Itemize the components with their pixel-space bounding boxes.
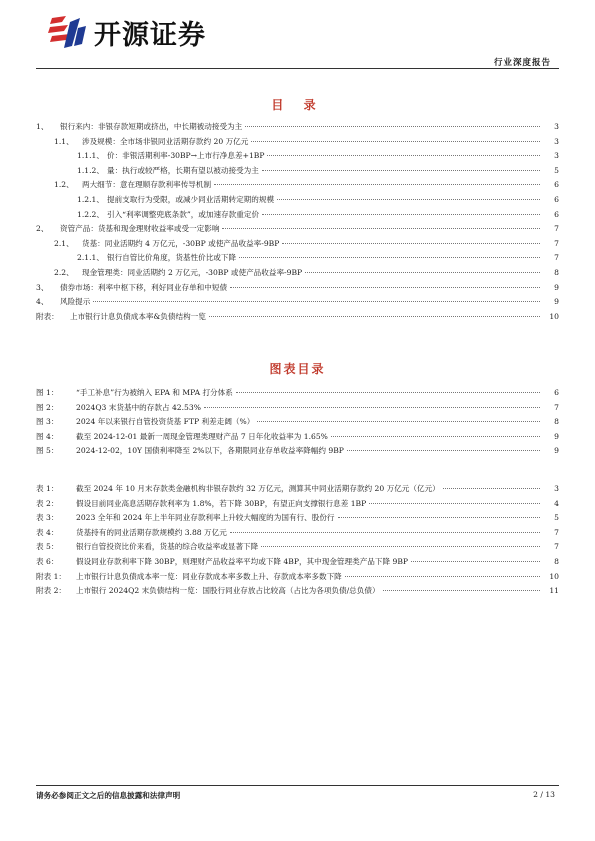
toc-entry-text: 现金管理类：同业活期约 2 万亿元，-30BP 或使产品收益率-9BP	[82, 267, 303, 277]
table-caption: 货基持有的同业活期存款规模约 3.88 万亿元	[76, 527, 227, 537]
toc-entry-number: 1.2.1、	[77, 194, 104, 204]
table-number: 附表 1：	[36, 571, 67, 581]
table-entry[interactable]	[36, 540, 559, 555]
brand-name: 开源证券	[94, 19, 206, 51]
figure-number: 图 3：	[36, 417, 59, 427]
table-entry[interactable]	[36, 570, 559, 585]
figure-page: 9	[554, 446, 559, 456]
toc-entry-text: 债券市场：利率中枢下移，利好同业存单和中短债	[60, 282, 228, 292]
table-entry[interactable]	[36, 584, 559, 599]
toc-entry[interactable]	[36, 193, 559, 208]
leader-dots	[411, 561, 540, 562]
figure-entry[interactable]	[36, 401, 559, 416]
figure-number: 图 1：	[36, 388, 59, 397]
toc-entry-page: 7	[554, 224, 559, 234]
toc-entry[interactable]	[36, 266, 559, 281]
table-page: 5	[554, 513, 559, 523]
leader-dots	[230, 532, 540, 533]
toc-entry-number: 3、	[36, 282, 49, 292]
toc-entry-number: 2.1.1、	[77, 253, 104, 263]
toc-entry[interactable]	[36, 208, 559, 223]
leader-dots	[347, 450, 540, 451]
brand-logo-icon	[48, 14, 88, 50]
toc-entry-number: 附表：	[36, 311, 59, 321]
table-entry[interactable]	[36, 511, 559, 526]
toc-entry[interactable]	[36, 237, 559, 252]
toc-entry-number: 2.1、	[54, 238, 74, 248]
table-entry[interactable]	[36, 497, 559, 512]
leader-dots	[277, 199, 540, 200]
footer-disclaimer: 请务必参阅正文之后的信息披露和法律声明	[36, 791, 181, 800]
table-number: 表 2：	[36, 498, 59, 508]
leader-dots	[305, 272, 540, 273]
toc-entry-page: 3	[554, 122, 559, 131]
toc-entry-page: 3	[554, 151, 559, 161]
toc-entry-page: 7	[554, 253, 559, 263]
leader-dots	[282, 243, 540, 244]
table-caption: 上市银行计息负债成本率一览：同业存款成本率多数上升、存款成本率多数下降	[76, 571, 342, 581]
table-number: 表 4：	[36, 527, 59, 537]
report-type: 行业深度报告	[493, 58, 551, 68]
toc-entry[interactable]	[36, 135, 559, 150]
table-page: 4	[554, 498, 559, 508]
toc-entry-text: 货基：同业活期约 4 万亿元，-30BP 或使产品收益率-9BP	[82, 238, 280, 248]
figure-page: 8	[554, 417, 559, 427]
table-entry[interactable]	[36, 482, 559, 497]
toc-entry-page: 9	[554, 282, 559, 292]
toc-entry-number: 1.1.2、	[77, 165, 104, 175]
table-caption: 假设目前同业高息活期存款利率为 1.8%，若下降 30BP，有望正向支撑银行息差 1BP	[76, 498, 367, 508]
leader-dots	[369, 503, 540, 504]
table-number: 表 6：	[36, 556, 59, 566]
toc-entry-page: 8	[554, 267, 559, 277]
table-caption: 截至 2024 年 10 月末存款类金融机构非银存款约 32 万亿元，测算其中同业活期存款约 20 万亿元（亿元）	[76, 484, 440, 493]
figure-entry[interactable]	[36, 415, 559, 430]
table-number: 附表 2：	[36, 586, 67, 596]
footer-divider	[36, 785, 559, 786]
toc-entry-number: 1.1.1、	[77, 151, 104, 161]
toc-entry-page: 5	[554, 165, 559, 175]
table-page: 8	[554, 556, 559, 566]
figure-caption: “手工补息”行为被纳入 EPA 和 MPA 打分体系	[76, 388, 233, 397]
figure-page: 7	[554, 402, 559, 412]
figure-number: 图 5：	[36, 446, 59, 456]
table-caption: 上市银行 2024Q2 末负债结构一览：国股行同业存放占比较高（占比为各项负债/总负债）	[76, 586, 380, 596]
toc-entry-text: 提前支取行为受限，或减少同业活期转定期的规模	[107, 194, 275, 204]
toc-list	[36, 120, 559, 324]
toc-entry-number: 1、	[36, 122, 49, 131]
leader-dots	[267, 155, 540, 156]
toc-entry[interactable]	[36, 164, 559, 179]
figure-number: 图 4：	[36, 431, 59, 441]
toc-entry-text: 资管产品：货基和现金理财收益率或受一定影响	[60, 224, 220, 234]
toc-entry-page: 6	[554, 180, 559, 190]
toc-entry[interactable]	[36, 120, 559, 135]
table-page: 3	[554, 484, 559, 493]
figure-page: 6	[554, 388, 559, 397]
leader-dots	[383, 590, 540, 591]
table-page: 7	[554, 542, 559, 552]
figure-number: 图 2：	[36, 402, 59, 412]
toc-entry-number: 2、	[36, 224, 49, 234]
table-list	[36, 482, 559, 599]
leader-dots	[245, 126, 540, 127]
toc-entry-text: 量：执行或较严格，长期有望以被动接受为主	[107, 165, 259, 175]
leader-dots	[93, 301, 540, 302]
leader-dots	[239, 257, 540, 258]
toc-entry-page: 3	[554, 136, 559, 146]
leader-dots	[261, 546, 540, 547]
table-number: 表 5：	[36, 542, 59, 552]
leader-dots	[251, 141, 540, 142]
figure-caption: 2024Q3 末货基中的存款占 42.53%	[76, 402, 201, 412]
toc-entry[interactable]	[36, 295, 559, 310]
leader-dots	[257, 421, 540, 422]
toc-entry-text: 风险提示	[60, 297, 91, 307]
toc-entry[interactable]	[36, 251, 559, 266]
leader-dots	[443, 488, 540, 489]
table-caption: 2023 全年和 2024 年上半年同业存款利率上升较大幅度的为国有行、股份行	[76, 513, 335, 523]
toc-entry-number: 1.2、	[54, 180, 74, 190]
toc-entry-number: 2.2、	[54, 267, 74, 277]
leader-dots	[222, 228, 540, 229]
leader-dots	[262, 214, 540, 215]
toc-entry[interactable]	[36, 310, 559, 325]
toc-entry[interactable]	[36, 222, 559, 237]
toc-entry-text: 涉及规模：全市场非银同业活期存款约 20 万亿元	[82, 136, 249, 146]
figure-caption: 2024-12-02，10Y 国债利率降至 2%以下，各期限同业存单收益率降幅约 9BP	[76, 446, 344, 456]
toc-entry-number: 4、	[36, 297, 49, 307]
brand-logo	[48, 12, 206, 52]
chart-toc-title: 图表目录	[269, 362, 326, 376]
figure-entry[interactable]	[36, 430, 559, 445]
leader-dots	[345, 576, 540, 577]
table-page: 11	[549, 586, 559, 596]
table-page: 10	[549, 571, 559, 581]
toc-entry-text: 引入“利率调整兜底条款”，或加速存款重定价	[107, 209, 260, 219]
toc-title: 目 录	[271, 98, 324, 112]
leader-dots	[262, 170, 540, 171]
leader-dots	[230, 287, 540, 288]
leader-dots	[209, 316, 540, 317]
leader-dots	[338, 517, 540, 518]
page-indicator: 2 / 13	[533, 790, 555, 799]
toc-entry-text: 两大细节：意在理顺存款利率传导机制	[82, 180, 212, 190]
figure-page: 9	[554, 431, 559, 441]
toc-entry-number: 1.2.2、	[77, 209, 104, 219]
toc-entry[interactable]	[36, 149, 559, 164]
figure-caption: 截至 2024-12-01 最新一周现金管理类理财产品 7 日年化收益率为 1.65%	[76, 431, 328, 441]
table-caption: 银行自管投资比价来看，货基的综合收益率或显著下降	[76, 542, 259, 552]
figure-list	[36, 386, 559, 459]
header-divider	[36, 68, 559, 69]
table-entry[interactable]	[36, 555, 559, 570]
toc-entry-page: 6	[554, 209, 559, 219]
toc-entry-text: 银行自管比价角度，货基性价比或下降	[107, 253, 237, 263]
table-number: 表 3：	[36, 513, 59, 523]
table-caption: 假设同业存款利率下降 30BP，则理财产品收益率平均或下降 4BP，其中现金管理类产品下降 9BP	[76, 556, 409, 566]
figure-entry[interactable]	[36, 444, 559, 459]
table-number: 表 1：	[36, 484, 59, 493]
toc-entry-text: 价：非银活期利率-30BP→上市行净息差+1BP	[107, 151, 265, 161]
figure-caption: 2024 年以来银行自管投资货基 FTP 利差走阔（%）	[76, 417, 255, 427]
toc-entry-page: 6	[554, 194, 559, 204]
toc-entry[interactable]	[36, 178, 559, 193]
toc-entry-text: 上市银行计息负债成本率&负债结构一览	[70, 311, 206, 321]
leader-dots	[236, 392, 540, 393]
leader-dots	[204, 407, 540, 408]
table-page: 7	[554, 527, 559, 537]
leader-dots	[214, 184, 540, 185]
leader-dots	[331, 436, 540, 437]
toc-entry-text: 银行来内：非银存款短期或挤出，中长期被动接受为主	[60, 122, 243, 131]
toc-entry-page: 9	[554, 297, 559, 307]
toc-entry-page: 10	[549, 311, 559, 321]
toc-entry-number: 1.1、	[54, 136, 74, 146]
figure-entry[interactable]	[36, 386, 559, 401]
toc-entry[interactable]	[36, 281, 559, 296]
table-entry[interactable]	[36, 526, 559, 541]
toc-entry-page: 7	[554, 238, 559, 248]
